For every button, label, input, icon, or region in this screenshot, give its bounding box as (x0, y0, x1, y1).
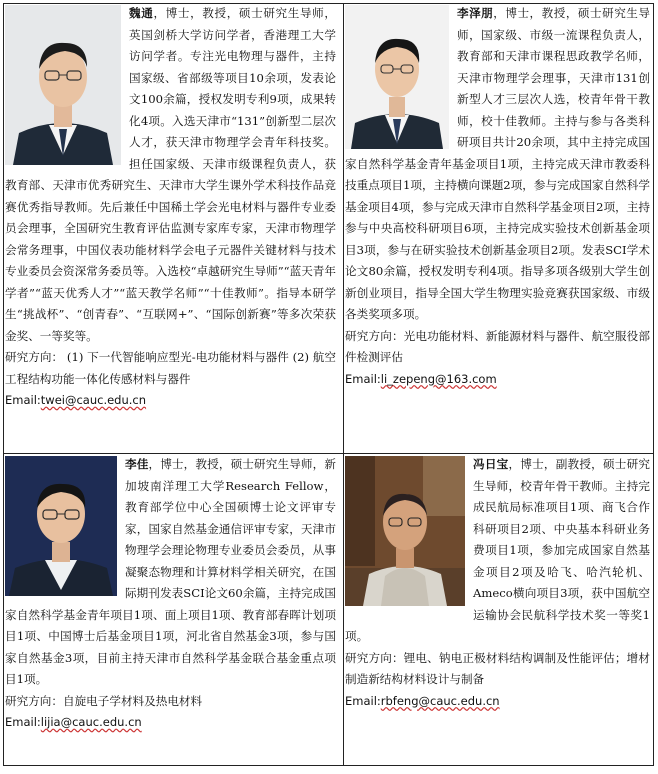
email-address[interactable]: li_zepeng@163.com (380, 371, 497, 386)
column-divider (343, 4, 344, 765)
email-label: Email: (5, 393, 41, 407)
research-direction: 研究方向：自旋电子学材料及热电材料 (5, 693, 203, 708)
portrait-photo (345, 5, 449, 149)
email-label: Email: (345, 371, 381, 386)
profile-card-2 (345, 3, 650, 446)
profile-bio: ，博士，教授，硕士研究生导师，国家级、市级一流课程负责人，教育部和天津市课程思政教学名师，天津市物理学会理事，天津市131创新型人才三层次人选，校青年骨干教师，校十佳教师。主持与参与各类科研项目共计20余项，其中主持完成国家自然科学基金青年基金项目1项，主持完成天津市教委科技重点项目1项，主持横向课题2项，参与完成国家自然科学基金项目4项，参与完成天津市自然科学基金项目2项，主持参与中央高校科研项目6项，主持完成实验技术创新基金项目3项，参与在研实验技术创新基金项目2项。发表SCI学术论文80余篇，授权发明专利4项。指导多项各级别大学生创新创业项目，指导全国大学生物理实验竞赛获国家级、市级各类奖项多项。 (345, 6, 650, 321)
email-label: Email: (345, 693, 381, 708)
email-address[interactable]: twei@cauc.edu.cn (40, 393, 147, 407)
profile-bio: ，博士，教授，硕士研究生导师，英国剑桥大学访问学者，香港理工大学访问学者。专注光电物理与器件，主持国家级、省部级等项目10余项，发表论文100余篇，授权发明专利9项，成果转化4项。入选天津市“131”创新型二层次人才，获天津市物理学会青年科技奖。担任国家级、天津市级课程负责人，获教育部、天津市优秀研究生、天津市大学生课外学术科技作品竞赛优秀指导教师。先后兼任中国稀土学会光电材料与器件专业委员会理事，全国研究生教育评估监测专家库专家，天津市物理学会常务理事，中国仪表功能材料学会电子元器件关键材料与技术专业委员会资深常务委员等。入选校“卓越研究生导师”“蓝天青年学者”“蓝天优秀人才”“蓝天教学名师”“十佳教师”。指导本研学生“挑战杯”、“创青春”、“互联网+”、“国际创新赛”等多次荣获金奖、一等奖等。 (5, 6, 336, 343)
portrait-photo (345, 456, 465, 606)
profile-bio: ，博士，教授，硕士研究生导师，新加坡南洋理工大学Research Fellow，教育部学位中心全国硕博士论文评审专家，国家自然基金通信评审专家，天津市物理学会理论物理专业委员会委员，从事凝聚态物理和计算材料学相关研究，在国际期刊发表SCI论文60余篇，主持完成国家自然科学基金青年项目1项、面上项目1项、教育部春晖计划项目1项、中国博士后基金项目1项，河北省自然基金3项，参与国家自然基金3项，目前主持天津市自然科学基金联合基金重点项目1项。 (5, 457, 336, 686)
research-direction: 研究方向： (1) 下一代智能响应型光-电功能材料与器件 (2) 航空工程结构功能一体化传感材料与器件 (5, 350, 336, 386)
profile-name: 魏通 (129, 6, 154, 20)
profile-card-4 (345, 454, 650, 764)
portrait-photo (5, 456, 117, 596)
email-line (5, 390, 336, 412)
email-line (345, 369, 650, 391)
profile-card-3 (5, 454, 336, 764)
email-line (5, 712, 336, 734)
profile-name: 冯日宝 (473, 457, 509, 471)
profile-name: 李泽朋 (457, 6, 494, 20)
email-label: Email: (5, 715, 41, 729)
email-address[interactable]: rbfeng@cauc.edu.cn (380, 693, 500, 708)
portrait-photo (5, 5, 121, 165)
research-direction: 研究方向：锂电、钠电正极材料结构调制及性能评估；增材制造新结构材料设计与制备 (345, 650, 650, 686)
profile-card-1 (5, 3, 336, 446)
email-line (345, 691, 650, 713)
research-direction: 研究方向：光电功能材料、新能源材料与器件、航空服役部件检测评估 (345, 328, 650, 364)
email-address[interactable]: lijia@cauc.edu.cn (40, 715, 142, 729)
profile-name: 李佳 (125, 457, 149, 471)
profile-bio: ，博士，副教授，硕士研究生导师，校青年骨干教师。主持完成民航局标准项目1项、商飞合作科研项目2项、中央基本科研业务费项目1项，参加完成国家自然基金项目2项及哈飞、哈汽轮机、Ameco横向项目3项，获中国航空运输协会民航科学技术奖一等奖1项。 (345, 457, 650, 643)
